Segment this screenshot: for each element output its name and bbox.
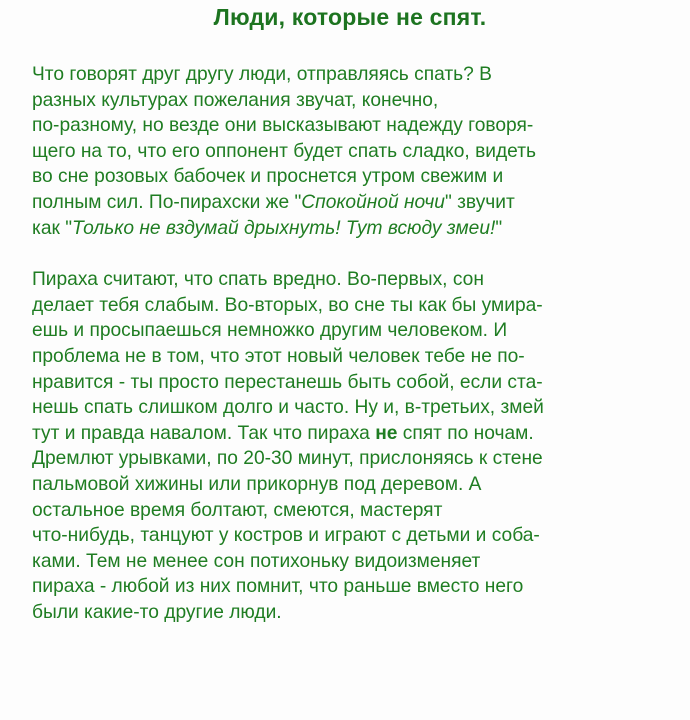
text-line: Дремлют урывками, по 20-30 минут, прислоняясь к стене xyxy=(32,448,543,470)
text-line: во сне розовых бабочек и проснется утром свежим и xyxy=(32,166,504,188)
text-line: пираха - любой из них помнит, что раньше вместо него xyxy=(32,576,524,598)
text-line: нравится - ты просто перестанешь быть собой, если ста- xyxy=(32,371,543,393)
text-line: были какие-то другие люди. xyxy=(32,601,282,623)
text-line xyxy=(32,421,668,447)
italic-quote: Только не вздумай дрыхнуть! Тут всюду змеи! xyxy=(72,217,496,239)
text-line: Пираха считают, что спать вредно. Во-первых, сон xyxy=(32,269,484,291)
text-line: нешь спать слишком долго и часто. Ну и, в-третьих, змей xyxy=(32,397,544,419)
text-line: проблема не в том, что этот новый человек тебе не по- xyxy=(32,345,525,367)
text-segment: " xyxy=(495,217,503,239)
text-line: пальмовой хижины или прикорнув под деревом. А xyxy=(32,473,482,495)
article-title: Люди, которые не спят. xyxy=(213,4,487,30)
text-segment: полным сил. По-пирахски же " xyxy=(32,191,302,213)
text-line: разных культурах пожелания звучат, конечно, xyxy=(32,89,439,111)
text-line: ешь и просыпаешься немножко другим человеком. И xyxy=(32,320,508,342)
text-line: остальное время болтают, смеются, мастерят xyxy=(32,499,443,521)
italic-quote: Спокойной ночи xyxy=(301,191,445,213)
text-line: что-нибудь, танцуют у костров и играют с детьми и соба- xyxy=(32,525,540,547)
text-line: по-разному, но везде они высказывают надежду говоря- xyxy=(32,115,534,137)
text-segment: спят по ночам. xyxy=(397,422,534,444)
text-line: Что говорят друг другу люди, отправляясь спать? В xyxy=(32,64,492,85)
text-line xyxy=(32,190,668,216)
text-line: делает тебя слабым. Во-вторых, во сне ты как бы умира- xyxy=(32,294,543,316)
text-line: щего на то, что его оппонент будет спать сладко, видеть xyxy=(32,140,536,162)
paragraph-1 xyxy=(32,62,668,241)
text-segment: " звучит xyxy=(444,191,515,213)
paragraph-2 xyxy=(32,267,668,625)
text-line xyxy=(32,216,668,242)
bold-word: не xyxy=(375,422,398,444)
text-line: ками. Тем не менее сон потихоньку видоизменяет xyxy=(32,550,481,572)
text-segment: как " xyxy=(32,217,73,239)
text-segment: тут и правда навалом. Так что пираха xyxy=(32,422,376,444)
